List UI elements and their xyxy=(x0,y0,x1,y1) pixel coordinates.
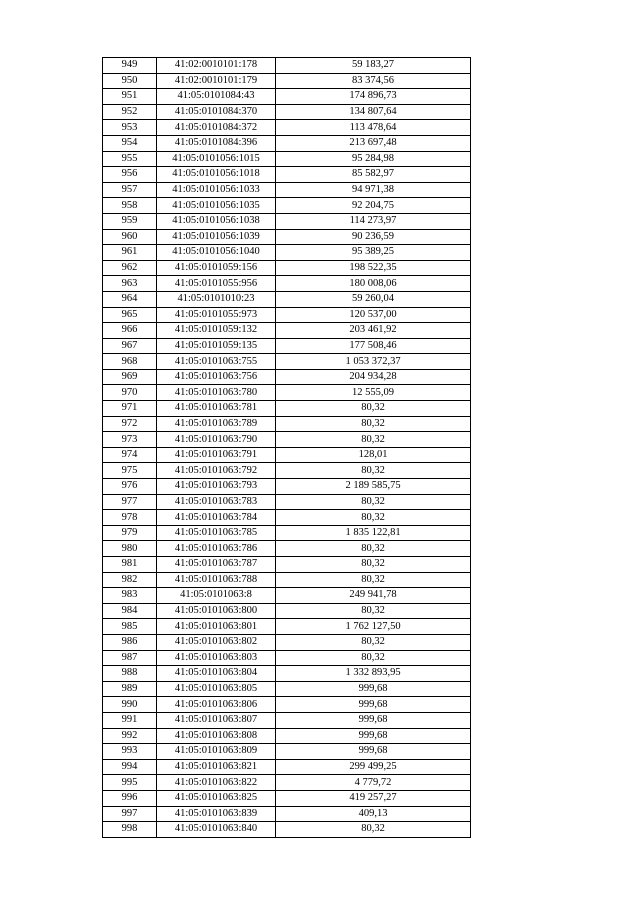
cadastral-value-cell: 80,32 xyxy=(276,650,471,666)
cadastral-value-cell: 94 971,38 xyxy=(276,182,471,198)
cadastral-value-cell: 95 284,98 xyxy=(276,151,471,167)
table-row xyxy=(103,759,471,775)
table-row xyxy=(103,385,471,401)
cadastral-number-cell: 41:05:0101056:1015 xyxy=(157,151,276,167)
cadastral-value-cell: 299 499,25 xyxy=(276,759,471,775)
table-row xyxy=(103,697,471,713)
cadastral-value-cell: 85 582,97 xyxy=(276,167,471,183)
row-number-cell: 955 xyxy=(103,151,157,167)
row-number-cell: 996 xyxy=(103,790,157,806)
row-number-cell: 964 xyxy=(103,291,157,307)
row-number-cell: 998 xyxy=(103,822,157,838)
row-number-cell: 954 xyxy=(103,135,157,151)
cadastral-value-cell: 83 374,56 xyxy=(276,73,471,89)
row-number-cell: 986 xyxy=(103,634,157,650)
cadastral-value-cell: 80,32 xyxy=(276,401,471,417)
cadastral-number-cell: 41:05:0101063:806 xyxy=(157,697,276,713)
cadastral-number-cell: 41:02:0010101:178 xyxy=(157,58,276,74)
cadastral-number-cell: 41:05:0101063:800 xyxy=(157,603,276,619)
row-number-cell: 952 xyxy=(103,104,157,120)
cadastral-value-cell: 59 183,27 xyxy=(276,58,471,74)
table-row xyxy=(103,681,471,697)
cadastral-number-cell: 41:05:0101063:804 xyxy=(157,666,276,682)
cadastral-number-cell: 41:05:0101063:822 xyxy=(157,775,276,791)
cadastral-number-cell: 41:05:0101063:792 xyxy=(157,463,276,479)
row-number-cell: 950 xyxy=(103,73,157,89)
cadastral-value-cell: 174 896,73 xyxy=(276,89,471,105)
cadastral-value-cell: 80,32 xyxy=(276,463,471,479)
cadastral-value-cell: 80,32 xyxy=(276,634,471,650)
cadastral-number-cell: 41:02:0010101:179 xyxy=(157,73,276,89)
row-number-cell: 982 xyxy=(103,572,157,588)
table-row xyxy=(103,541,471,557)
table-row xyxy=(103,323,471,339)
cadastral-number-cell: 41:05:0101063:807 xyxy=(157,712,276,728)
row-number-cell: 969 xyxy=(103,369,157,385)
row-number-cell: 959 xyxy=(103,213,157,229)
row-number-cell: 997 xyxy=(103,806,157,822)
table-row xyxy=(103,588,471,604)
cadastral-number-cell: 41:05:0101063:821 xyxy=(157,759,276,775)
cadastral-value-cell: 177 508,46 xyxy=(276,338,471,354)
cadastral-number-cell: 41:05:0101063:839 xyxy=(157,806,276,822)
row-number-cell: 962 xyxy=(103,260,157,276)
cadastral-number-cell: 41:05:0101063:788 xyxy=(157,572,276,588)
cadastral-number-cell: 41:05:0101084:372 xyxy=(157,120,276,136)
cadastral-number-cell: 41:05:0101063:825 xyxy=(157,790,276,806)
cadastral-number-cell: 41:05:0101059:132 xyxy=(157,323,276,339)
row-number-cell: 976 xyxy=(103,479,157,495)
cadastral-value-cell: 59 260,04 xyxy=(276,291,471,307)
row-number-cell: 988 xyxy=(103,666,157,682)
cadastral-value-cell: 128,01 xyxy=(276,447,471,463)
cadastral-value-cell: 2 189 585,75 xyxy=(276,479,471,495)
cadastral-number-cell: 41:05:0101063:809 xyxy=(157,744,276,760)
cadastral-number-cell: 41:05:0101063:755 xyxy=(157,354,276,370)
row-number-cell: 971 xyxy=(103,401,157,417)
cadastral-number-cell: 41:05:0101056:1033 xyxy=(157,182,276,198)
cadastral-number-cell: 41:05:0101055:956 xyxy=(157,276,276,292)
table-row xyxy=(103,557,471,573)
cadastral-number-cell: 41:05:0101063:783 xyxy=(157,494,276,510)
cadastral-number-cell: 41:05:0101055:973 xyxy=(157,307,276,323)
row-number-cell: 972 xyxy=(103,416,157,432)
cadastral-value-cell: 80,32 xyxy=(276,432,471,448)
cadastral-value-cell: 419 257,27 xyxy=(276,790,471,806)
table-row xyxy=(103,775,471,791)
cadastral-number-cell: 41:05:0101056:1038 xyxy=(157,213,276,229)
cadastral-value-cell: 80,32 xyxy=(276,541,471,557)
table-row xyxy=(103,494,471,510)
table-row xyxy=(103,463,471,479)
table-row xyxy=(103,354,471,370)
table-row xyxy=(103,822,471,838)
cadastral-number-cell: 41:05:0101056:1035 xyxy=(157,198,276,214)
row-number-cell: 953 xyxy=(103,120,157,136)
row-number-cell: 967 xyxy=(103,338,157,354)
row-number-cell: 968 xyxy=(103,354,157,370)
table-row xyxy=(103,447,471,463)
cadastral-number-cell: 41:05:0101059:135 xyxy=(157,338,276,354)
table-row xyxy=(103,167,471,183)
cadastral-number-cell: 41:05:0101084:370 xyxy=(157,104,276,120)
cadastral-number-cell: 41:05:0101063:803 xyxy=(157,650,276,666)
cadastral-value-cell: 213 697,48 xyxy=(276,135,471,151)
row-number-cell: 970 xyxy=(103,385,157,401)
row-number-cell: 949 xyxy=(103,58,157,74)
cadastral-number-cell: 41:05:0101063:808 xyxy=(157,728,276,744)
cadastral-value-cell: 198 522,35 xyxy=(276,260,471,276)
table-row xyxy=(103,260,471,276)
cadastral-number-cell: 41:05:0101063:805 xyxy=(157,681,276,697)
row-number-cell: 963 xyxy=(103,276,157,292)
table-row xyxy=(103,182,471,198)
row-number-cell: 992 xyxy=(103,728,157,744)
cadastral-number-cell: 41:05:0101063:785 xyxy=(157,525,276,541)
row-number-cell: 993 xyxy=(103,744,157,760)
cadastral-number-cell: 41:05:0101056:1039 xyxy=(157,229,276,245)
table-row xyxy=(103,744,471,760)
cadastral-value-cell: 1 762 127,50 xyxy=(276,619,471,635)
row-number-cell: 978 xyxy=(103,510,157,526)
cadastral-number-cell: 41:05:0101063:802 xyxy=(157,634,276,650)
cadastral-number-cell: 41:05:0101063:784 xyxy=(157,510,276,526)
table-row xyxy=(103,650,471,666)
cadastral-value-table xyxy=(102,57,471,838)
cadastral-number-cell: 41:05:0101063:781 xyxy=(157,401,276,417)
table-row xyxy=(103,432,471,448)
row-number-cell: 991 xyxy=(103,712,157,728)
cadastral-value-cell: 80,32 xyxy=(276,572,471,588)
cadastral-value-cell: 999,68 xyxy=(276,697,471,713)
table-row xyxy=(103,525,471,541)
table-row xyxy=(103,479,471,495)
row-number-cell: 984 xyxy=(103,603,157,619)
cadastral-value-cell: 999,68 xyxy=(276,681,471,697)
row-number-cell: 979 xyxy=(103,525,157,541)
cadastral-value-cell: 249 941,78 xyxy=(276,588,471,604)
cadastral-value-cell: 120 537,00 xyxy=(276,307,471,323)
cadastral-value-cell: 999,68 xyxy=(276,712,471,728)
row-number-cell: 994 xyxy=(103,759,157,775)
table-row xyxy=(103,416,471,432)
table-row xyxy=(103,58,471,74)
table-row xyxy=(103,307,471,323)
row-number-cell: 961 xyxy=(103,245,157,261)
cadastral-number-cell: 41:05:0101056:1040 xyxy=(157,245,276,261)
table-row xyxy=(103,790,471,806)
cadastral-value-cell: 90 236,59 xyxy=(276,229,471,245)
cadastral-number-cell: 41:05:0101063:793 xyxy=(157,479,276,495)
cadastral-value-cell: 80,32 xyxy=(276,822,471,838)
row-number-cell: 975 xyxy=(103,463,157,479)
cadastral-value-cell: 114 273,97 xyxy=(276,213,471,229)
table-row xyxy=(103,572,471,588)
row-number-cell: 956 xyxy=(103,167,157,183)
cadastral-value-cell: 1 332 893,95 xyxy=(276,666,471,682)
table-row xyxy=(103,338,471,354)
cadastral-value-cell: 999,68 xyxy=(276,744,471,760)
table-row xyxy=(103,73,471,89)
row-number-cell: 990 xyxy=(103,697,157,713)
table-row xyxy=(103,666,471,682)
table-row xyxy=(103,728,471,744)
cadastral-number-cell: 41:05:0101063:8 xyxy=(157,588,276,604)
table-row xyxy=(103,401,471,417)
cadastral-value-cell: 1 053 372,37 xyxy=(276,354,471,370)
table-row xyxy=(103,712,471,728)
cadastral-number-cell: 41:05:0101063:786 xyxy=(157,541,276,557)
table-row xyxy=(103,198,471,214)
row-number-cell: 980 xyxy=(103,541,157,557)
cadastral-value-cell: 95 389,25 xyxy=(276,245,471,261)
cadastral-number-cell: 41:05:0101056:1018 xyxy=(157,167,276,183)
table-row xyxy=(103,510,471,526)
cadastral-number-cell: 41:05:0101063:756 xyxy=(157,369,276,385)
row-number-cell: 983 xyxy=(103,588,157,604)
table-row xyxy=(103,291,471,307)
table-row xyxy=(103,806,471,822)
row-number-cell: 965 xyxy=(103,307,157,323)
table-row xyxy=(103,104,471,120)
cadastral-number-cell: 41:05:0101063:787 xyxy=(157,557,276,573)
cadastral-number-cell: 41:05:0101010:23 xyxy=(157,291,276,307)
cadastral-value-cell: 4 779,72 xyxy=(276,775,471,791)
cadastral-number-cell: 41:05:0101063:789 xyxy=(157,416,276,432)
cadastral-value-cell: 999,68 xyxy=(276,728,471,744)
cadastral-number-cell: 41:05:0101084:43 xyxy=(157,89,276,105)
table-row xyxy=(103,229,471,245)
cadastral-value-cell: 80,32 xyxy=(276,603,471,619)
table-row xyxy=(103,135,471,151)
cadastral-value-cell: 113 478,64 xyxy=(276,120,471,136)
cadastral-value-cell: 1 835 122,81 xyxy=(276,525,471,541)
table-row xyxy=(103,151,471,167)
cadastral-value-cell: 80,32 xyxy=(276,494,471,510)
row-number-cell: 989 xyxy=(103,681,157,697)
cadastral-value-cell: 12 555,09 xyxy=(276,385,471,401)
cadastral-value-cell: 134 807,64 xyxy=(276,104,471,120)
table-row xyxy=(103,120,471,136)
row-number-cell: 995 xyxy=(103,775,157,791)
cadastral-number-cell: 41:05:0101063:840 xyxy=(157,822,276,838)
table-row xyxy=(103,619,471,635)
row-number-cell: 957 xyxy=(103,182,157,198)
cadastral-number-cell: 41:05:0101063:791 xyxy=(157,447,276,463)
row-number-cell: 951 xyxy=(103,89,157,105)
row-number-cell: 958 xyxy=(103,198,157,214)
table-body xyxy=(103,58,471,838)
table-row xyxy=(103,634,471,650)
cadastral-number-cell: 41:05:0101084:396 xyxy=(157,135,276,151)
table-row xyxy=(103,89,471,105)
table-row xyxy=(103,213,471,229)
cadastral-number-cell: 41:05:0101059:156 xyxy=(157,260,276,276)
cadastral-value-cell: 92 204,75 xyxy=(276,198,471,214)
row-number-cell: 960 xyxy=(103,229,157,245)
cadastral-value-cell: 204 934,28 xyxy=(276,369,471,385)
table-row xyxy=(103,245,471,261)
row-number-cell: 981 xyxy=(103,557,157,573)
row-number-cell: 985 xyxy=(103,619,157,635)
row-number-cell: 977 xyxy=(103,494,157,510)
row-number-cell: 974 xyxy=(103,447,157,463)
table-row xyxy=(103,603,471,619)
cadastral-value-cell: 80,32 xyxy=(276,416,471,432)
cadastral-value-cell: 80,32 xyxy=(276,557,471,573)
cadastral-value-cell: 203 461,92 xyxy=(276,323,471,339)
cadastral-number-cell: 41:05:0101063:780 xyxy=(157,385,276,401)
row-number-cell: 966 xyxy=(103,323,157,339)
cadastral-number-cell: 41:05:0101063:801 xyxy=(157,619,276,635)
cadastral-value-cell: 409,13 xyxy=(276,806,471,822)
table-row xyxy=(103,369,471,385)
cadastral-number-cell: 41:05:0101063:790 xyxy=(157,432,276,448)
table-row xyxy=(103,276,471,292)
row-number-cell: 973 xyxy=(103,432,157,448)
cadastral-value-cell: 80,32 xyxy=(276,510,471,526)
row-number-cell: 987 xyxy=(103,650,157,666)
cadastral-value-cell: 180 008,06 xyxy=(276,276,471,292)
